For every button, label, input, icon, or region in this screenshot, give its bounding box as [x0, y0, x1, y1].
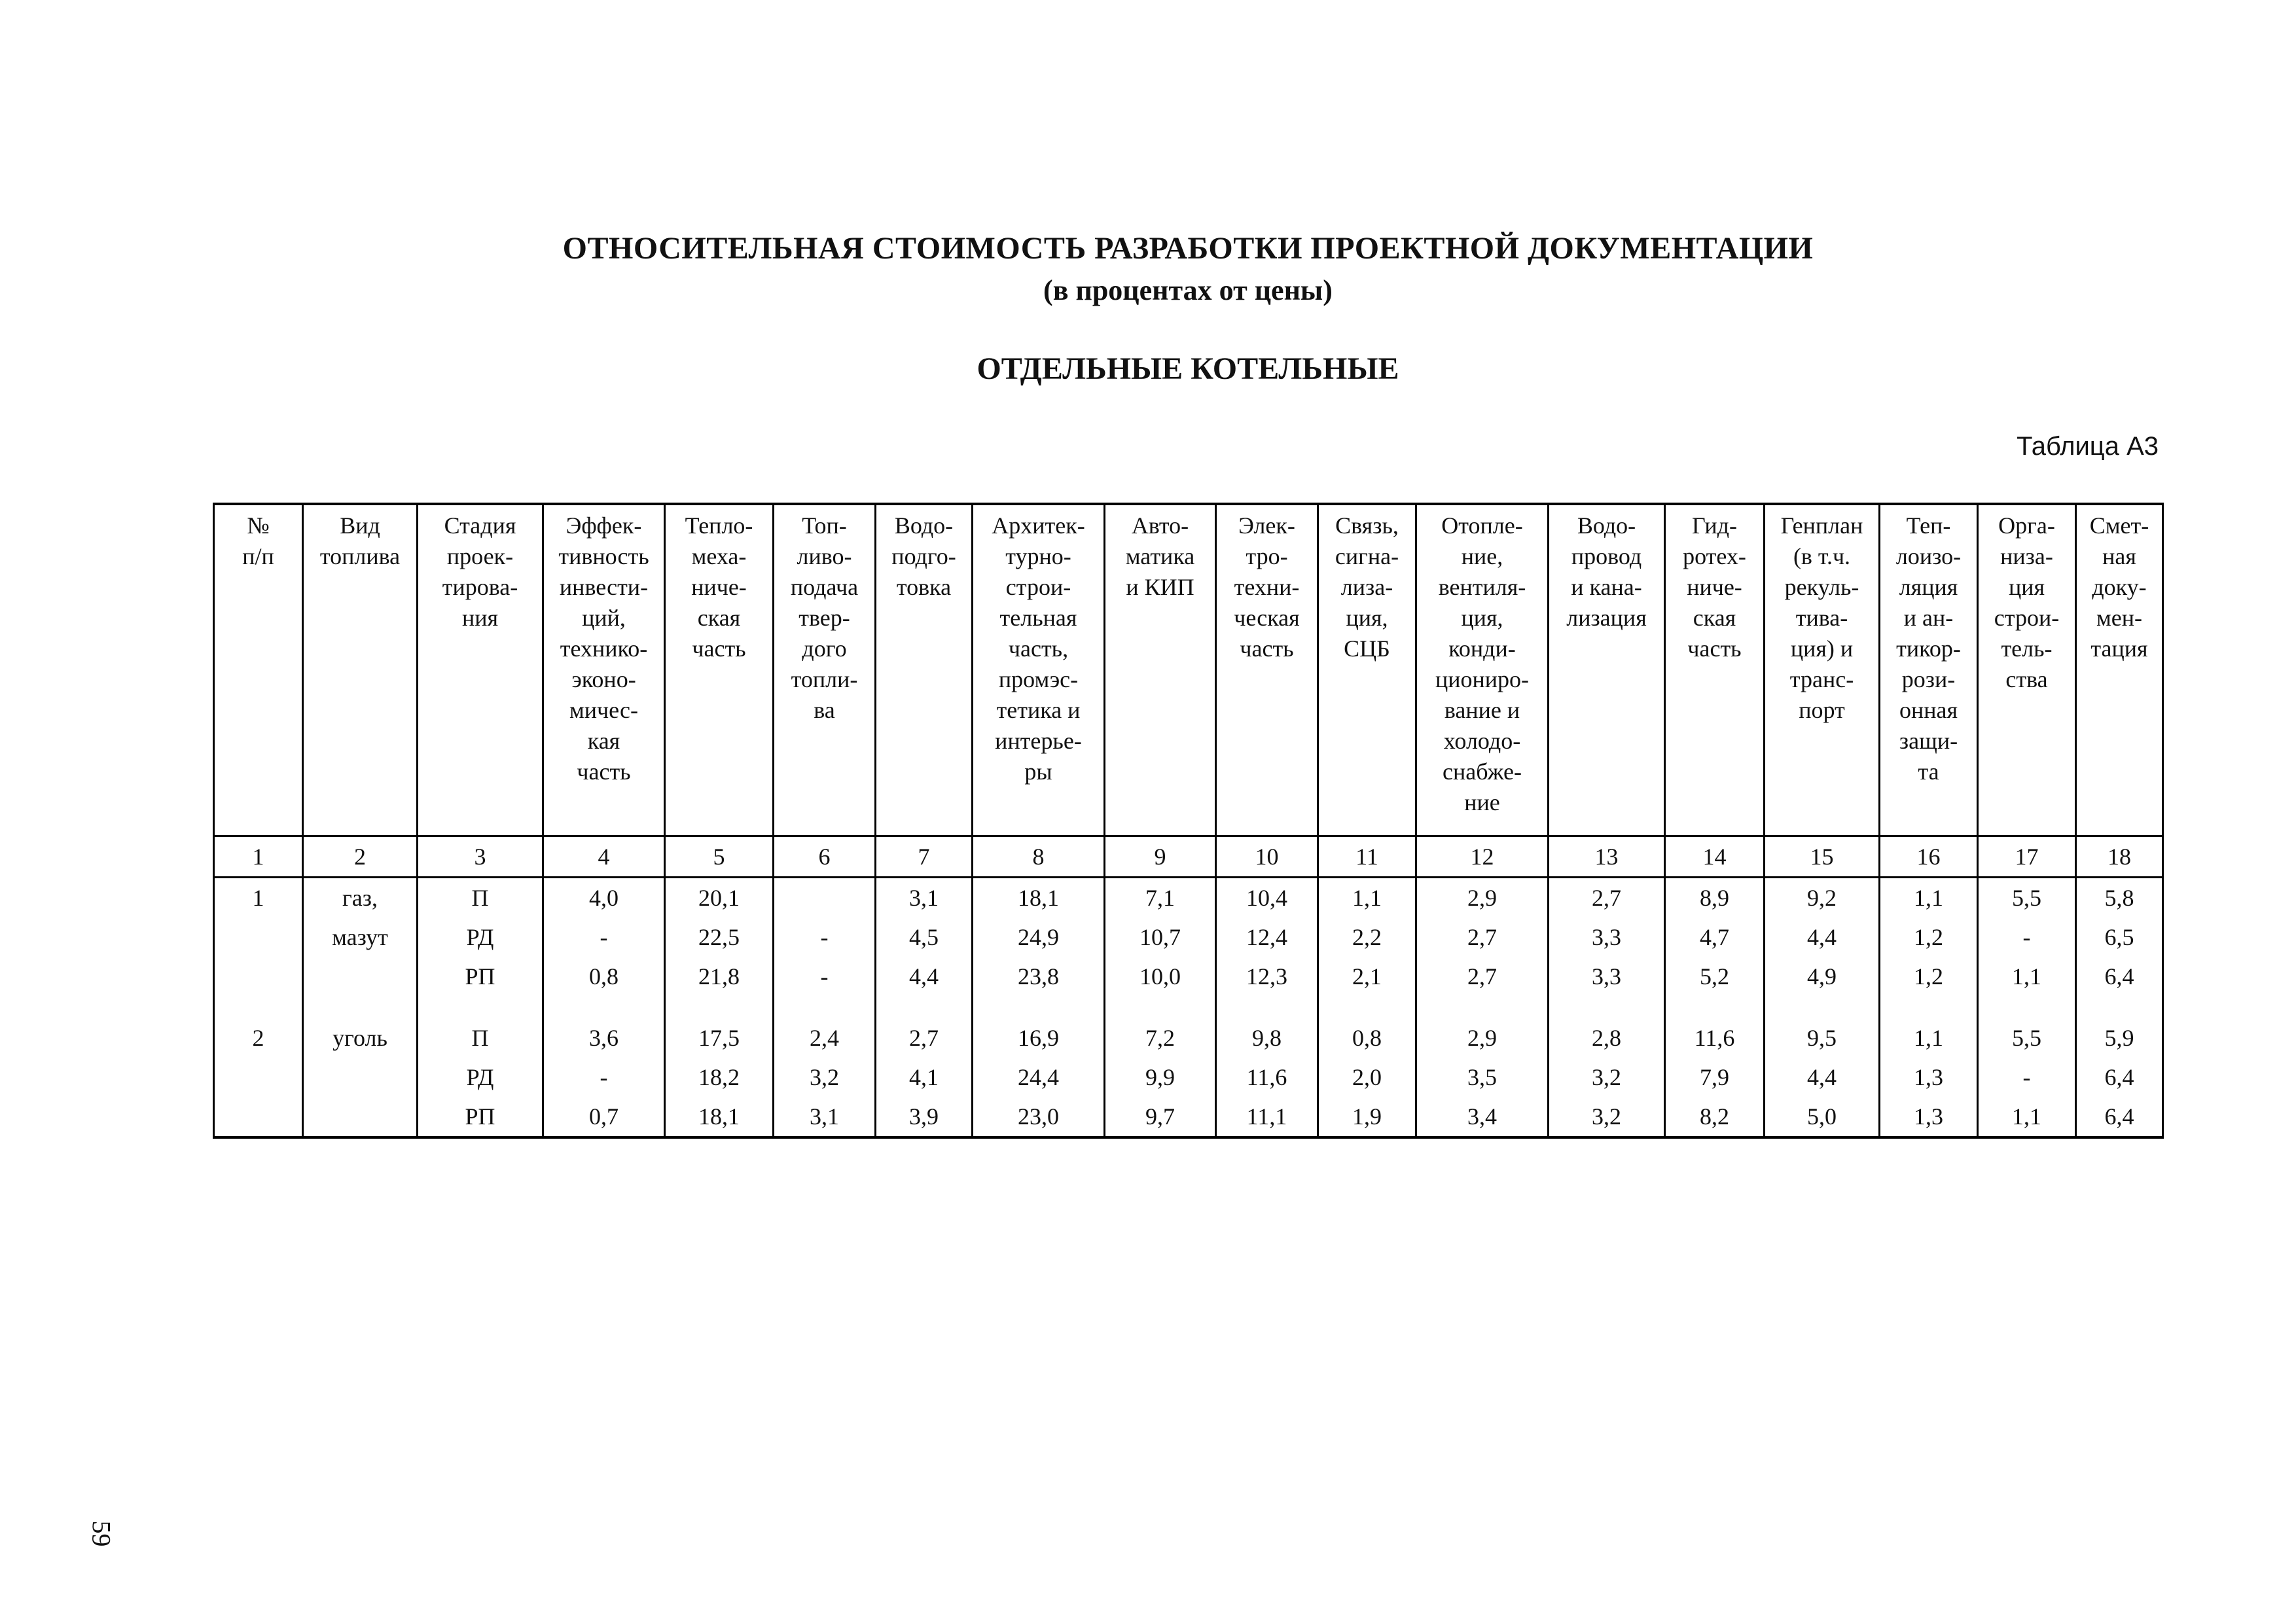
column-header-label: Отопле- ние, вентиля- ция, конди- циониро- вание и холодо- снабже- ние: [1435, 512, 1530, 815]
table-cell: 1: [214, 878, 303, 918]
table-cell: 1,3: [1880, 1097, 1978, 1137]
document-subtitle: (в процентах от цены): [1043, 274, 1333, 306]
table-cell: 2,8: [1549, 1018, 1665, 1058]
table-cell: 12,4: [1216, 918, 1318, 957]
table-cell: 23,8: [973, 957, 1105, 996]
table-cell: 18,2: [665, 1058, 774, 1097]
table-cell: 5,2: [1665, 957, 1765, 996]
spacer-cell: [1549, 996, 1665, 1018]
table-cell: 9,8: [1216, 1018, 1318, 1058]
column-number: 4: [543, 836, 665, 878]
column-header: [1416, 504, 1549, 836]
table-cell: 4,5: [876, 918, 973, 957]
column-header-label: Водо- подго- товка: [891, 512, 956, 600]
table-cell: 2,4: [774, 1018, 876, 1058]
table-cell: 2,1: [1318, 957, 1416, 996]
table-cell: 3,1: [876, 878, 973, 918]
table-cell: 16,9: [973, 1018, 1105, 1058]
column-number: 15: [1765, 836, 1880, 878]
table-cell: [214, 918, 303, 957]
table-cell: [214, 1058, 303, 1097]
column-header: [1880, 504, 1978, 836]
table-row: [214, 878, 2163, 918]
column-header: [1665, 504, 1765, 836]
table-cell: 11,6: [1216, 1058, 1318, 1097]
column-header: [543, 504, 665, 836]
cost-table: [213, 503, 2164, 1139]
table-cell: [303, 1058, 418, 1097]
table-cell: мазут: [303, 918, 418, 957]
column-number: 12: [1416, 836, 1549, 878]
table-cell: -: [1978, 1058, 2076, 1097]
column-number: 14: [1665, 836, 1765, 878]
row-spacer: [214, 996, 2163, 1018]
column-header: [1549, 504, 1665, 836]
table-cell: -: [774, 918, 876, 957]
column-header-label: Тепло- меха- ниче- ская часть: [685, 512, 753, 662]
table-cell: 5,5: [1978, 1018, 2076, 1058]
table-cell: П: [418, 878, 543, 918]
table-cell: 17,5: [665, 1018, 774, 1058]
table-cell: 2,7: [876, 1018, 973, 1058]
spacer-cell: [214, 996, 303, 1018]
document-title: ОТНОСИТЕЛЬНАЯ СТОИМОСТЬ РАЗРАБОТКИ ПРОЕКТНОЙ ДОКУМЕНТАЦИИ: [562, 231, 1814, 266]
spacer-cell: [876, 996, 973, 1018]
column-header: [876, 504, 973, 836]
column-number: 13: [1549, 836, 1665, 878]
column-number: 10: [1216, 836, 1318, 878]
column-header-label: Гид- ротех- ниче- ская часть: [1683, 512, 1746, 662]
table-cell: 8,9: [1665, 878, 1765, 918]
table-cell: 2,2: [1318, 918, 1416, 957]
table-cell: 24,4: [973, 1058, 1105, 1097]
column-number: 16: [1880, 836, 1978, 878]
column-header-label: Вид топлива: [319, 512, 401, 569]
table-cell: 9,2: [1765, 878, 1880, 918]
table-cell: 24,9: [973, 918, 1105, 957]
table-cell: 3,4: [1416, 1097, 1549, 1137]
table-cell: 3,9: [876, 1097, 973, 1137]
table-row: [214, 918, 2163, 957]
table-cell: 3,3: [1549, 957, 1665, 996]
column-header-label: Эффек- тивность инвести- ций, технико- эконо- мичес- кая часть: [558, 512, 649, 785]
table-cell: 11,6: [1665, 1018, 1765, 1058]
table-cell: 5,8: [2076, 878, 2163, 918]
spacer-cell: [418, 996, 543, 1018]
table-row: [214, 1058, 2163, 1097]
table-cell: 0,8: [1318, 1018, 1416, 1058]
column-number: 18: [2076, 836, 2163, 878]
table-cell: 2,7: [1416, 957, 1549, 996]
table-cell: 5,9: [2076, 1018, 2163, 1058]
table-cell: 2,7: [1416, 918, 1549, 957]
table-cell: 1,1: [1880, 1018, 1978, 1058]
table-cell: 20,1: [665, 878, 774, 918]
table-cell: 3,3: [1549, 918, 1665, 957]
table-cell: 9,5: [1765, 1018, 1880, 1058]
spacer-cell: [1416, 996, 1549, 1018]
table-cell: 6,4: [2076, 957, 2163, 996]
column-header-label: Архитек- турно- строи- тельная часть, промэс- тетика и интерье- ры: [992, 512, 1085, 785]
table-cell: 18,1: [665, 1097, 774, 1137]
table-cell: 1,3: [1880, 1058, 1978, 1097]
section-title: ОТДЕЛЬНЫЕ КОТЕЛЬНЫЕ: [977, 351, 1399, 386]
table-cell: 0,7: [543, 1097, 665, 1137]
column-header-label: Водо- провод и кана- лизация: [1566, 512, 1647, 631]
table-cell: [214, 1097, 303, 1137]
spacer-cell: [1880, 996, 1978, 1018]
spacer-cell: [303, 996, 418, 1018]
spacer-cell: [665, 996, 774, 1018]
table-cell: 3,5: [1416, 1058, 1549, 1097]
spacer-cell: [1665, 996, 1765, 1018]
column-header: [1216, 504, 1318, 836]
table-cell: 18,1: [973, 878, 1105, 918]
table-cell: -: [774, 957, 876, 996]
table-cell: РП: [418, 957, 543, 996]
table-cell: 2,9: [1416, 878, 1549, 918]
table-cell: 10,7: [1105, 918, 1216, 957]
table-cell: 9,7: [1105, 1097, 1216, 1137]
table-cell: -: [1978, 918, 2076, 957]
table-header-row: [214, 504, 2163, 836]
table-label: Таблица А3: [2017, 432, 2159, 461]
table-cell: 7,9: [1665, 1058, 1765, 1097]
table-cell: РД: [418, 1058, 543, 1097]
table-cell: -: [543, 1058, 665, 1097]
column-number: 11: [1318, 836, 1416, 878]
table-cell: РД: [418, 918, 543, 957]
table-cell: [214, 957, 303, 996]
table-cell: 7,1: [1105, 878, 1216, 918]
column-header: [665, 504, 774, 836]
spacer-cell: [1978, 996, 2076, 1018]
table-cell: 2,0: [1318, 1058, 1416, 1097]
table-cell: 3,2: [1549, 1097, 1665, 1137]
column-header: [1978, 504, 2076, 836]
table-cell: 0,8: [543, 957, 665, 996]
table-cell: 3,2: [774, 1058, 876, 1097]
table-cell: 11,1: [1216, 1097, 1318, 1137]
table-cell: 2,7: [1549, 878, 1665, 918]
table-cell: 4,4: [1765, 918, 1880, 957]
column-number: 17: [1978, 836, 2076, 878]
table-cell: 1,1: [1880, 878, 1978, 918]
table-cell: 5,0: [1765, 1097, 1880, 1137]
table-cell: 2,9: [1416, 1018, 1549, 1058]
table-cell: П: [418, 1018, 543, 1058]
column-header: [418, 504, 543, 836]
column-number: 3: [418, 836, 543, 878]
column-number: 7: [876, 836, 973, 878]
column-header-label: Орга- низа- ция строи- тель- ства: [1994, 512, 2060, 692]
table-cell: 10,0: [1105, 957, 1216, 996]
table-cell: 1,1: [1978, 957, 2076, 996]
column-header-label: Теп- лоизо- ляция и ан- тикор- рози- онная защи- та: [1895, 512, 1962, 785]
column-header: [1105, 504, 1216, 836]
table-cell: 9,9: [1105, 1058, 1216, 1097]
table-cell: 22,5: [665, 918, 774, 957]
table-row: [214, 1018, 2163, 1058]
table-cell: 3,1: [774, 1097, 876, 1137]
spacer-cell: [973, 996, 1105, 1018]
table-cell: 4,4: [876, 957, 973, 996]
column-header: [1318, 504, 1416, 836]
table-cell: 4,1: [876, 1058, 973, 1097]
spacer-cell: [2076, 996, 2163, 1018]
table-cell: РП: [418, 1097, 543, 1137]
table-cell: 7,2: [1105, 1018, 1216, 1058]
table-cell: 10,4: [1216, 878, 1318, 918]
table-cell: 6,4: [2076, 1058, 2163, 1097]
column-number: 9: [1105, 836, 1216, 878]
column-header-label: Элек- тро- техни- ческая часть: [1234, 512, 1300, 662]
spacer-cell: [1765, 996, 1880, 1018]
table-cell: уголь: [303, 1018, 418, 1058]
table-cell: газ,: [303, 878, 418, 918]
table-row: [214, 1097, 2163, 1137]
column-header: [973, 504, 1105, 836]
table-cell: 1,9: [1318, 1097, 1416, 1137]
spacer-cell: [1216, 996, 1318, 1018]
table-cell: 1,2: [1880, 957, 1978, 996]
table-cell: 1,1: [1978, 1097, 2076, 1137]
column-header-label: № п/п: [242, 512, 274, 569]
column-header-label: Стадия проек- тирова- ния: [442, 512, 518, 631]
column-number: 1: [214, 836, 303, 878]
table-cell: 2: [214, 1018, 303, 1058]
column-number: 5: [665, 836, 774, 878]
table-cell: 6,5: [2076, 918, 2163, 957]
table-cell: -: [543, 918, 665, 957]
page-number: 59: [86, 1520, 117, 1547]
table-row: [214, 957, 2163, 996]
table-cell: 23,0: [973, 1097, 1105, 1137]
column-header: [774, 504, 876, 836]
column-header: [214, 504, 303, 836]
table-cell: 6,4: [2076, 1097, 2163, 1137]
table-cell: 8,2: [1665, 1097, 1765, 1137]
table-cell: [303, 1097, 418, 1137]
column-header: [2076, 504, 2163, 836]
column-header-label: Генплан (в т.ч. рекуль- тива- ция) и транс- порт: [1780, 512, 1863, 723]
table-cell: 4,7: [1665, 918, 1765, 957]
spacer-cell: [1105, 996, 1216, 1018]
column-number: 2: [303, 836, 418, 878]
spacer-cell: [543, 996, 665, 1018]
table-cell: 3,6: [543, 1018, 665, 1058]
column-header: [1765, 504, 1880, 836]
table-cell: 4,0: [543, 878, 665, 918]
table-cell: [774, 878, 876, 918]
column-header-label: Топ- ливо- подача твер- дого топли- ва: [790, 512, 859, 723]
column-header-label: Связь, сигна- лиза- ция, СЦБ: [1335, 512, 1399, 662]
table-cell: 21,8: [665, 957, 774, 996]
table-cell: 1,1: [1318, 878, 1416, 918]
spacer-cell: [1318, 996, 1416, 1018]
table-cell: 3,2: [1549, 1058, 1665, 1097]
column-header-label: Авто- матика и КИП: [1125, 512, 1195, 600]
table-cell: [303, 957, 418, 996]
column-header: [303, 504, 418, 836]
table-cell: 12,3: [1216, 957, 1318, 996]
spacer-cell: [774, 996, 876, 1018]
table-cell: 5,5: [1978, 878, 2076, 918]
table-cell: 1,2: [1880, 918, 1978, 957]
column-number: 8: [973, 836, 1105, 878]
table-cell: 4,4: [1765, 1058, 1880, 1097]
column-number-row: [214, 836, 2163, 878]
table-cell: 4,9: [1765, 957, 1880, 996]
column-number: 6: [774, 836, 876, 878]
column-header-label: Смет- ная доку- мен- тация: [2089, 512, 2149, 662]
